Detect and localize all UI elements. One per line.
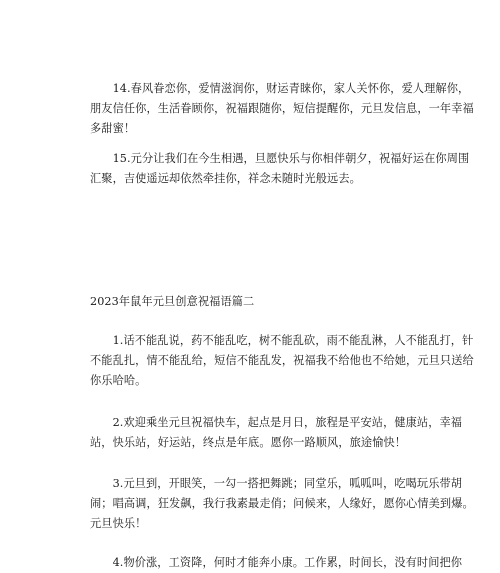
paragraph-line: 3.元旦到，开眼笑，一勾一搭把舞跳；同堂乐，呱呱叫，吃喝玩乐带胡 bbox=[90, 477, 463, 490]
paragraph-line: 4.物价涨，工资降，何时才能奔小康。工作累，时间长，没有时间把你 bbox=[90, 556, 463, 569]
paragraph-line: 朋友信任你，生活眷顾你，祝福跟随你，短信提醒你，元旦发信息，一年幸福 bbox=[90, 102, 474, 115]
paragraph-line: 元旦快乐！ bbox=[90, 517, 147, 530]
paragraph-2 bbox=[90, 413, 463, 453]
paragraph-14 bbox=[90, 79, 474, 139]
paragraph-line: 14.春风眷恋你，爱情滋润你，财运青睐你，家人关怀你，爱人理解你， bbox=[90, 82, 470, 95]
paragraph-line: 站，快乐站，好运站，终点是年底。愿你一路顺风，旅途愉快！ bbox=[90, 436, 407, 449]
paragraph-line: 15.元分让我们在今生相遇，旦愿快乐与你相伴朝夕，祝福好运在你周围 bbox=[90, 152, 470, 165]
paragraph-line: 多甜蜜！ bbox=[90, 122, 136, 135]
paragraph-line: 1.话不能乱说，药不能乱吃，树不能乱砍，雨不能乱淋，人不能乱打，针 bbox=[90, 334, 474, 347]
paragraph-1 bbox=[90, 331, 474, 391]
paragraph-line: 2.欢迎乘坐元旦祝福快车，起点是月日，旅程是平安站，健康站，幸福 bbox=[90, 416, 463, 429]
section-heading bbox=[90, 292, 410, 312]
paragraph-4 bbox=[90, 553, 463, 573]
paragraph-line: 汇聚，吉使遥远却依然牵挂你，祥念未随时光般远去。 bbox=[90, 172, 361, 185]
paragraph-15 bbox=[90, 149, 470, 189]
paragraph-line: 闹；唱高调，狂发飙，我行我素最走俏；问候来，人缘好，愿你心情美到爆。 bbox=[90, 497, 474, 510]
heading-text: 2023年鼠年元旦创意祝福语篇二 bbox=[90, 295, 255, 308]
paragraph-line: 不能乱扎，情不能乱给，短信不能乱发，祝福我不给他也不给她，元旦只送给 bbox=[90, 354, 474, 367]
paragraph-3 bbox=[90, 474, 474, 534]
paragraph-line: 你乐哈哈。 bbox=[90, 374, 147, 387]
